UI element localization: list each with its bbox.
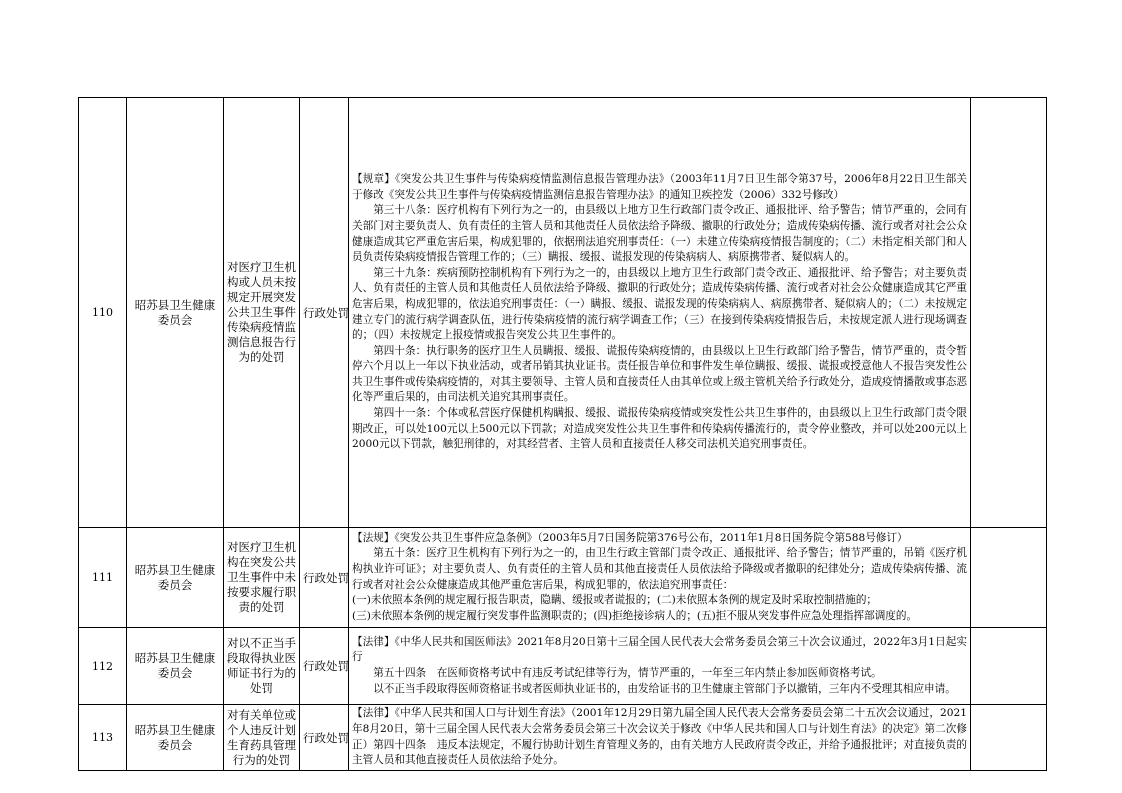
basis-source: 【法律】《中华人民共和国医师法》2021年8月20日第十三届全国人民代表大会常务委员会第三十次会议通过，2022年3月1日起实行 xyxy=(352,635,967,664)
row-number: 110 xyxy=(79,98,127,528)
basis-article: 第三十九条：疾病预防控制机构有下列行为之一的，由县级以上地方卫生行政部门责令改正、通报批评、给予警告；对主要负责人、负有责任的主管人员和其他责任人员依法给予降级、撤职的行政处分；造成传染病传播、流行或者对社会公众健康造成其它严重危害后果，构成犯罪的，依法追究刑事责任：（一）瞒报、缓报、谎报发现的传染病病人、病原携带者、疑似病人的；（二）未按规定建立专门的流行病学调查队伍，进行传染病疫情的流行病学调查工作；（三）在接到传染病疫情报告后，未按规定派人进行现场调查的；（四）未按规定上报疫情或报告突发公共卫生事件的。 xyxy=(352,266,967,342)
table-row xyxy=(79,528,1047,628)
department-name: 昭苏县卫生健康委员会 xyxy=(127,528,224,628)
item-type: 行政处罚 xyxy=(300,705,349,771)
row-number: 112 xyxy=(79,628,127,705)
row-number: 113 xyxy=(79,705,127,771)
basis-article: 第四十条：执行职务的医疗卫生人员瞒报、缓报、谎报传染病疫情的，由县级以上卫生行政部门给予警告，情节严重的，责令暂停六个月以上一年以下执业活动，或者吊销其执业证书。责任报告单位和事件发生单位瞒报、缓报、谎报或授意他人不报告突发性公共卫生事件或传染病疫情的，对其主要领导、主管人员和直接责任人由其单位或上级主管机关给予行政处分，造成疫情播散或事态恶化等严重后果的，由司法机关追究其刑事责任。 xyxy=(352,344,967,404)
basis-source: 【法律】《中华人民共和国人口与计划生育法》（2001年12月29日第九届全国人民代表大会常务委员会第二十五次会议通过，2021年8月20日，第十三届全国人民代表大会常务委员会第三十次会议关于修改《中华人民共和国人口与计划生育法》的决定》第二次修正）第四十四条 违反本法规定，不履行协助计划生育管理义务的，由有关地方人民政府责令改正，并给予通报批评；对直接负责的主管人员和其他直接责任人员依法给予处分。 xyxy=(352,707,967,767)
basis-article: 以不正当手段取得医师资格证书或者医师执业证书的，由发给证书的卫生健康主管部门予以撤销，三年内不受理其相应申请。 xyxy=(373,682,956,695)
basis-article: 第五十条：医疗卫生机构有下列行为之一的，由卫生行政主管部门责令改正、通报批评、给予警告；情节严重的，吊销《医疗机构执业许可证》；对主要负责人、负有责任的主管人员和其他直接责任人员依法给予降级或者撤职的纪律处分；造成传染病传播、流行或者对社会公众健康造成其他严重危害后果，构成犯罪的，依法追究刑事责任： xyxy=(352,547,967,591)
table-row xyxy=(79,705,1047,771)
department-name: 昭苏县卫生健康委员会 xyxy=(127,628,224,705)
basis-article: (一)未依照本条例的规定履行报告职责，隐瞒、缓报或者谎报的；(二)未依照本条例的规定及时采取控制措施的； xyxy=(352,594,878,607)
legal-basis xyxy=(349,628,971,705)
penalty-table xyxy=(78,97,1047,771)
department-name: 昭苏县卫生健康委员会 xyxy=(127,98,224,528)
item-name: 对医疗卫生机构在突发公共卫生事件中未按要求履行职责的处罚 xyxy=(224,528,300,628)
basis-source: 【法规】《突发公共卫生事件应急条例》（2003年5月7日国务院第376号公布，2011年1月8日国务院令第588号修订） xyxy=(352,531,908,544)
legal-basis xyxy=(349,528,971,628)
item-type: 行政处罚 xyxy=(300,528,349,628)
item-name: 对有关单位或个人违反计划生育药具管理行为的处罚 xyxy=(224,705,300,771)
row-number: 111 xyxy=(79,528,127,628)
remark-cell xyxy=(971,98,1047,528)
item-name: 对医疗卫生机构或人员未按规定开展突发公共卫生事件传染病疫情监测信息报告行为的处罚 xyxy=(224,98,300,528)
item-type: 行政处罚 xyxy=(300,628,349,705)
item-name: 对以不正当手段取得执业医师证书行为的处罚 xyxy=(224,628,300,705)
department-name: 昭苏县卫生健康委员会 xyxy=(127,705,224,771)
basis-source: 【规章】《突发公共卫生事件与传染病疫情监测信息报告管理办法》（2003年11月7日卫生部令第37号，2006年8月22日卫生部关于修改《突发公共卫生事件与传染病疫情监测信息报告管理办法》的通知卫疾控发（2006）332号修改） xyxy=(352,173,967,201)
table-row xyxy=(79,628,1047,705)
basis-article: 第五十四条 在医师资格考试中有违反考试纪律等行为，情节严重的，一年至三年内禁止参加医师资格考试。 xyxy=(373,667,882,679)
basis-article: 第四十一条：个体或私营医疗保健机构瞒报、缓报、谎报传染病疫情或突发性公共卫生事件的，由县级以上卫生行政部门责令限期改正，可以处100元以上500元以下罚款；对造成突发性公共卫生事件和传染病传播流行的，责令停业整改，并可以处200元以上2000元以下罚款，触犯刑律的，对其经营者、主管人员和直接责任人移交司法机关追究刑事责任。 xyxy=(352,407,967,451)
remark-cell xyxy=(971,628,1047,705)
item-type: 行政处罚 xyxy=(300,98,349,528)
table-row xyxy=(79,98,1047,528)
remark-cell xyxy=(971,705,1047,771)
remark-cell xyxy=(971,528,1047,628)
legal-basis xyxy=(349,98,971,528)
legal-basis xyxy=(349,705,971,771)
basis-article: 第三十八条：医疗机构有下列行为之一的，由县级以上地方卫生行政部门责令改正、通报批评、给予警告；情节严重的，会同有关部门对主要负责人、负有责任的主管人员和其他责任人员依法给予降级、撤职的行政处分；造成传染病传播、流行或者对社会公众健康造成其它严重危害后果，构成犯罪的，依据刑法追究刑事责任：（一）未建立传染病疫情报告制度的；（二）未指定相关部门和人员负责传染病疫情报告管理工作的；（三）瞒报、缓报、谎报发现的传染病病人、病原携带者、疑似病人的。 xyxy=(352,204,967,264)
basis-article: (三)未依照本条例的规定履行突发事件监测职责的；(四)拒绝接诊病人的；(五)拒不服从突发事件应急处理指挥部调度的。 xyxy=(352,609,918,622)
